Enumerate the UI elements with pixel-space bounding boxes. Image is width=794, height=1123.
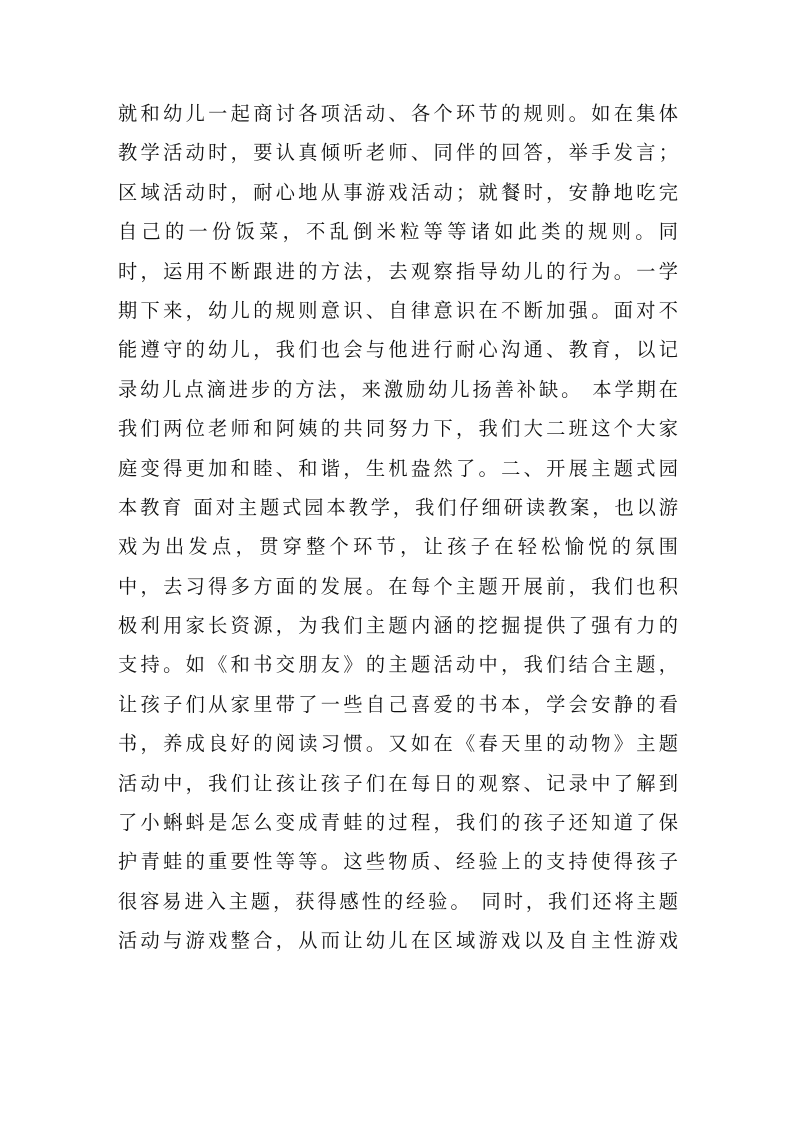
text-line: 期下来，幼儿的规则意识、自律意识在不断加强。面对不 — [118, 298, 678, 322]
text-line: 书，养成良好的阅读习惯。又如在《春天里的动物》主题 — [118, 732, 678, 756]
text-line: 活动中，我们让孩让孩子们在每日的观察、记录中了解到 — [118, 771, 678, 795]
text-line: 能遵守的幼儿，我们也会与他进行耐心沟通、教育，以记 — [118, 338, 678, 362]
text-line: 自己的一份饭菜，不乱倒米粒等等诸如此类的规则。同 — [118, 220, 678, 244]
text-line: 本教育 面对主题式园本教学，我们仔细研读教案，也以游 — [118, 495, 678, 519]
text-line: 支持。如《和书交朋友》的主题活动中，我们结合主题， — [118, 653, 678, 677]
text-line: 了小蝌蚪是怎么变成青蛙的过程，我们的孩子还知道了保 — [118, 811, 678, 835]
text-line: 时，运用不断跟进的方法，去观察指导幼儿的行为。一学 — [118, 259, 678, 283]
text-line: 中，去习得多方面的发展。在每个主题开展前，我们也积 — [118, 574, 678, 598]
text-line: 戏为出发点，贯穿整个环节，让孩子在轻松愉悦的氛围 — [118, 535, 678, 559]
text-line: 教学活动时，要认真倾听老师、同伴的回答，举手发言； — [118, 141, 678, 165]
text-line: 区域活动时，耐心地从事游戏活动；就餐时，安静地吃完 — [118, 180, 678, 204]
text-line: 让孩子们从家里带了一些自己喜爱的书本，学会安静的看 — [118, 692, 678, 716]
text-line: 录幼儿点滴进步的方法，来激励幼儿扬善补缺。 本学期在 — [118, 377, 678, 401]
text-line: 庭变得更加和睦、和谐，生机盎然了。二、开展主题式园 — [118, 456, 678, 480]
body-text — [118, 94, 678, 961]
text-line: 护青蛙的重要性等等。这些物质、经验上的支持使得孩子 — [118, 850, 678, 874]
text-line: 我们两位老师和阿姨的共同努力下，我们大二班这个大家 — [118, 417, 678, 441]
text-line: 就和幼儿一起商讨各项活动、各个环节的规则。如在集体 — [118, 102, 678, 125]
text-line: 很容易进入主题，获得感性的经验。 同时，我们还将主题 — [118, 889, 678, 913]
text-line: 活动与游戏整合，从而让幼儿在区域游戏以及自主性游戏 — [118, 929, 678, 953]
text-line: 极利用家长资源，为我们主题内涵的挖掘提供了强有力的 — [118, 614, 678, 638]
